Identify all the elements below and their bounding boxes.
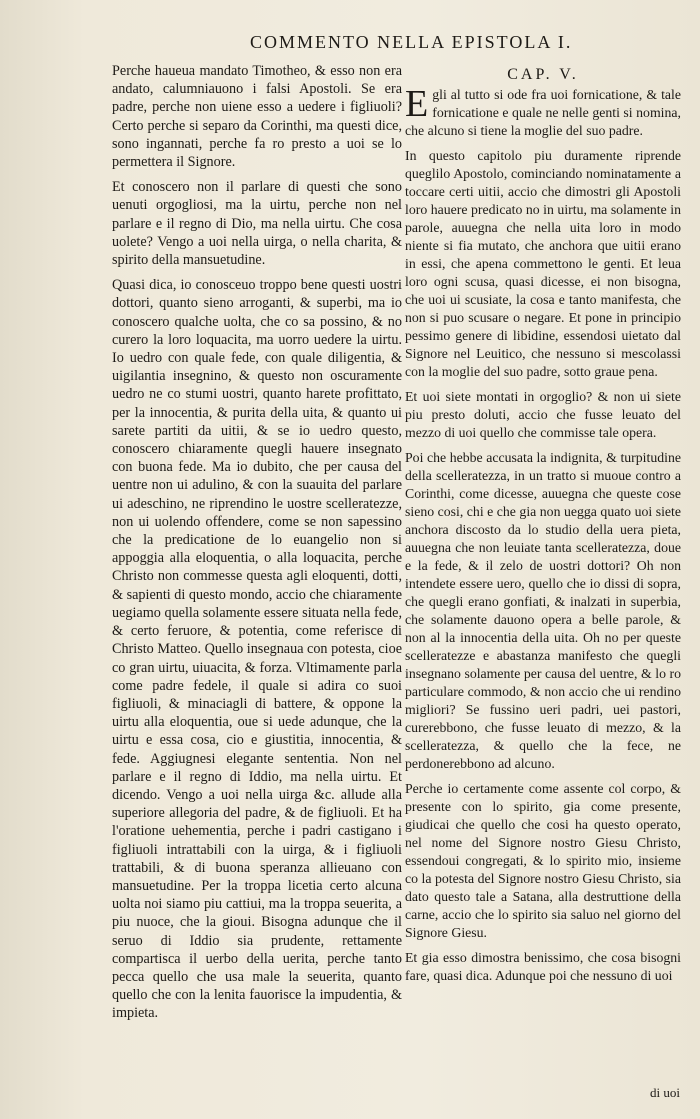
paragraph-text: gli al tutto si ode fra uoi fornicatione, & tale fornicatione e quale ne nelle genti si nomina, che alcuno si tiene la moglie del suo padre. <box>405 87 681 138</box>
paragraph: Quasi dica, io conosceuo troppo bene questi uostri dottori, quanto sieno arroganti, & superbi, ma io conoscero qualche uolta, che co sa possino, & no curero la loro loquacita, ma uorro uedere la uirtu. Io uedro con quale fede, con quale diligentia, & uigilantia insegnino, & questo non oscuramente uedro ne co stumi uostri, quanto harete profittato, per la innocentia, & purita della uita, & quanto ui sarete partiti da uitii, & se io uedro questo, conoscero chiaramente quegli hauere insegnato con buona fede. Ma io dubito, che per causa del uentre non ui adulino, & con la suauita del parlare ui adeschino, ne riprendino le uostre scelleratezze, non ui uolendo offendere, come se non sapessino che la predicatione de lo euangelio non si appoggia alla eloquentia, o alla loquacita, perche Christo non commesse questa agli eloquenti, dotti, & sapienti di questo mondo, accio che chiaramente uegiamo quella solamente essere situata nella fede, & certo feruore, & potentia, come referisce di Christo Matteo. Quello insegnaua con potesta, cioe co gran uirtu, uiuacita, & forza. Vltimamente parla come padre fedele, il quale si adira co suoi figliuoli, & minaciagli di battere, & oppone la uirtu alla eloquentia, oue si uede adunque, che la uirtu e essa cosa, cio e giustitia, innocentia, & fede. Aggiugnesi elegante sententia. Non nel parlare e il regno di Iddio, ma nella uirtu. Et dicendo. Vengo a uoi nella uirga &c. allude alla superiore allegoria del padre, & de figliuoli. Et ha l'oratione uehementia, perche i padri castigano i figliuoli intrattabili con la uirga, & i figliuoli trattabili, & di buona speranza allieuano con mansuetudine. Per la troppa licetia certo alcuna uolta noi siamo piu cattiui, ma la troppa seuerita, a piu nuoce, che la gioui. Bisogna adunque che il seruo di Iddio sia prudente, rettamente compartisca il uerbo della uerita, perche tanto pecca quello che usa male la seuerita, quanto quello che con la lenita fauorisce la impudentia, & impieta. <box>112 277 402 1022</box>
paragraph: In questo capitolo piu duramente riprende queglilo Apostolo, cominciando nominatamente a toccare certi uitii, accio che dimostri gli Apostoli loro hauere predicato no in uirtu, ma solamente in parole, auuegna che nella uita loro in modo niente si fia mutato, che anchora que uitii erano in essi, che apena commettono le genti. Et leua loro ogni scusa, quasi dicesse, ei non bisogna, che uoi ui scusiate, la cosa e tanto manifesta, che non si puo scusare o negare. Et pone in principio pessimo genere di libidine, essendosi uietato dal Signore nel Leuitico, che nessuno si mescolassi con la moglie del suo padre, sotto graue pena. <box>405 148 681 379</box>
paragraph <box>405 83 681 140</box>
paragraph: Et gia esso dimostra benissimo, che cosa bisogni fare, quasi dica. Adunque poi che nessuno di uoi <box>405 950 681 983</box>
running-head: COMMENTO NELLA EPISTOLA I. <box>250 32 573 52</box>
paragraph: Perche haueua mandato Timotheo, & esso non era andato, calumniauono i falsi Apostoli. Se era padre, perche non uiene esso a uedere i figliuoli? Certo perche si separo da Corinthi, ma questi dice, sono ingannati, perche fa ro presto a uoi se lo permettera il Signore. <box>112 63 402 171</box>
drop-capital: E <box>405 83 429 125</box>
paragraph: Et uoi siete montati in orgoglio? & non ui siete piu presto doluti, accio che fusse leuato del mezzo di uoi quello che commisse tale opera. <box>405 389 681 440</box>
paragraph: Perche io certamente come assente col corpo, & presente con lo spirito, gia come presente, giudicai che quello che cosi ha questo operato, nel nome del Signore nostro Giesu Christo, essendoui congregati, & lo spirito mio, insieme co la potesta del Signore nostro Giesu Christo, sia dato questo tale a Satana, alla destruttione della carne, accio che lo spirito sia saluo nel giorno del Signore Giesu. <box>405 781 681 940</box>
catchword: di uoi <box>650 1085 680 1100</box>
right-column <box>405 62 681 992</box>
chapter-heading: CAP. V. <box>507 66 579 83</box>
left-column <box>112 62 402 1030</box>
paragraph: Poi che hebbe accusata la indignita, & turpitudine della scelleratezza, in un tratto si muoue contro a Corinthi, come dicesse, auuegna che queste cose sieno cosi, chi e che gia non uegga quato uoi siete anchora discosto da lo studio della uera pieta, auuegna che non leuiate tanta scelleratezza, doue e la fede, & il zelo de uostri dottori? Oh non intendete essere uero, quello che io dissi di sopra, che quegli erano gonfiati, & inalzati in superbia, che solamente dauono opera a belle parole, & non al la innocentia della uita. Oh no per queste scelleratezze e abastanza manifesto che quegli insegnano solamente per causa del uentre, & lo ro particulare commodo, & non accio che ui rendino migliori? Se fussino ueri padri, uei pastori, curerebbono, che fusse leuato di mezzo, & la scelleratezza, & quello che la fece, ne perdonerebbono ad alcuno. <box>405 450 681 771</box>
paragraph: Et conoscero non il parlare di questi che sono uenuti orgogliosi, ma la uirtu, perche non nel parlare e il regno di Dio, ma nella uirtu. Che cosa uolete? Vengo a uoi nella uirga, o nella charita, & spirito della mansuetudine. <box>112 179 402 269</box>
